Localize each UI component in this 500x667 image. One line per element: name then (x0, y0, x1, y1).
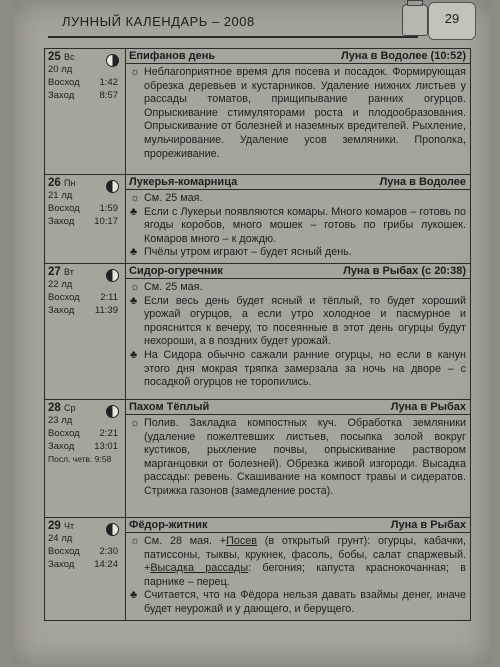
advice-paragraph: ☼ См. 25 мая. (130, 280, 203, 293)
moon-quarter-note: Посл. четв. 9:58 (48, 453, 112, 464)
day-date: 28 (48, 401, 61, 414)
lunar-day: 22 лд (48, 278, 73, 290)
saint-day-name: Лукерья-комарница (129, 176, 238, 188)
moon-sign: Луна в Водолее (379, 176, 466, 188)
lunar-day: 20 лд (48, 64, 73, 75)
saint-day-name: Епифанов день (129, 50, 216, 62)
page-header (48, 10, 418, 38)
moonset-label: Заход (48, 440, 75, 452)
moonrise-label: Восход (48, 77, 80, 88)
moon-sign: Луна в Рыбах (с 20:38) (343, 264, 466, 277)
moon-phase-icon (106, 405, 119, 418)
day-content (126, 517, 471, 620)
advice-paragraph: ☼ Неблагоприятное время для посева и посадок. Формирующая обрезка деревьев и кустарников. Удаление нижних листьев у рассады томатов, прищипывание ранних огурцов. Опрыскивание стимуляторами роста и плодообразования. Опрыскивание от болезней и наземных вредителей. Рыхление, мульчирование. Удаление усов земляники. Прополка, прореживание. (130, 66, 466, 160)
day-weekday: Вс (64, 52, 75, 62)
day-info (45, 399, 126, 517)
sowing-link: Посев (226, 534, 257, 547)
page-number-box (428, 2, 476, 40)
saint-day-name: Пахом Тёплый (129, 400, 210, 413)
lunar-day: 23 лд (48, 414, 73, 426)
page-number: 29 (444, 11, 460, 26)
jar-icon (402, 4, 428, 36)
lunar-day: 21 лд (48, 190, 73, 201)
day-date: 25 (48, 51, 61, 63)
day-row (45, 263, 471, 399)
day-weekday: Вт (64, 266, 74, 277)
moonset-label: Заход (48, 304, 75, 316)
moonrise-label: Восход (48, 291, 80, 303)
day-info (45, 175, 126, 264)
day-row (45, 49, 471, 175)
folk-sign-paragraph: ♣ Пчёлы утром играют – будет ясный день. (130, 246, 352, 259)
plant-icon: ♣ (130, 294, 138, 307)
plant-icon: ♣ (130, 246, 138, 259)
day-content (126, 175, 471, 264)
seedling-planting-link: Высадка рассады (150, 562, 249, 575)
day-weekday: Чт (64, 520, 75, 531)
day-date: 26 (48, 177, 61, 189)
moonset-label: Заход (48, 558, 75, 570)
sun-icon: ☼ (130, 192, 141, 204)
lunar-day: 24 лд (48, 532, 73, 544)
moonrise-label: Восход (48, 427, 80, 439)
moonrise-time: 1:59 (99, 203, 118, 214)
folk-sign-paragraph: ♣ Если с Лукерьи появляются комары. Много комаров – готовь по ягоды коробов, много мошек – готовь по грибы лукошек. Комаров много – к дождю. (130, 205, 466, 245)
moonrise-label: Восход (48, 203, 80, 214)
day-content (126, 263, 471, 399)
moonrise-time: 2:21 (99, 427, 118, 439)
advice-paragraph: ☼ См. 28 мая. +Посев (в открытый грунт): огурцы, кабачки, патиссоны, тыквы, крукнек, фасоль, бобы, салат спаржевый. +Высадка рассады: бегония; капуста краснокочанная; в парнике – перец. (130, 534, 466, 588)
day-row (45, 517, 471, 620)
day-content (126, 399, 471, 517)
folk-sign-paragraph: ♣ Считается, что на Фёдора нельзя давать взаймы денег, иначе будет неурожай и у дающего, и берущего. (130, 589, 466, 615)
sun-icon: ☼ (130, 280, 141, 293)
moonset-label: Заход (48, 216, 75, 227)
folk-sign-paragraph: ♣ Если весь день будет ясный и тёплый, то будет хороший урожай огурцов, а если утро холодное и пасмурное и прояснится к вечеру, то посеянные в этот день огурцы будут нехороши, а в поздних будет урожай. (130, 294, 466, 348)
moonset-label: Заход (48, 90, 75, 101)
day-info (45, 49, 126, 175)
sun-icon: ☼ (130, 416, 141, 429)
moonset-time: 10:17 (94, 216, 118, 227)
folk-sign-paragraph: ♣ На Сидора обычно сажали ранние огурцы, но если в канун этого дня мокрая тряпка замерзала за ночь на дворе – с посадкой огурцов не торопились. (130, 348, 466, 389)
moon-phase-icon (106, 523, 119, 536)
advice-paragraph: ☼ Полив. Закладка компостных куч. Обработка земляники (удаление пожелтевших листьев, посыпка золой вокруг кустиков, рыхление почвы, опрыскивание раствором марганцовки от болезней). Обрезка живой изгороди. Высадка рассады: ревень. Скашивание на компост травы и сидератов. Стрижка газонов (замедление роста). (130, 416, 466, 497)
moonset-time: 14:24 (94, 558, 118, 570)
day-date: 29 (48, 519, 61, 532)
moon-sign: Луна в Рыбах (390, 400, 466, 413)
sun-icon: ☼ (130, 534, 141, 547)
moon-phase-icon (106, 269, 119, 282)
day-content (126, 49, 471, 175)
day-date: 27 (48, 265, 61, 278)
plant-icon: ♣ (130, 348, 138, 361)
moonrise-time: 1:42 (99, 77, 118, 88)
moon-phase-icon (106, 180, 119, 193)
moonset-time: 11:39 (94, 304, 118, 316)
plant-icon: ♣ (130, 589, 138, 602)
day-row (45, 175, 471, 264)
moonrise-time: 2:11 (100, 291, 118, 303)
running-title: ЛУННЫЙ КАЛЕНДАРЬ – 2008 (62, 14, 255, 29)
sun-icon: ☼ (130, 66, 141, 78)
day-info (45, 263, 126, 399)
moonset-time: 13:01 (94, 440, 118, 452)
moon-phase-icon (106, 54, 119, 67)
advice-paragraph: ☼ См. 25 мая. (130, 192, 203, 204)
day-weekday: Ср (64, 402, 76, 413)
moonset-time: 8:57 (99, 90, 118, 101)
moon-sign: Луна в Рыбах (390, 518, 466, 531)
moonrise-time: 2:30 (99, 545, 118, 557)
moon-sign: Луна в Водолее (10:52) (340, 50, 466, 62)
day-weekday: Пн (64, 178, 76, 188)
calendar-table (44, 48, 471, 621)
plant-icon: ♣ (130, 205, 138, 218)
moonrise-label: Восход (48, 545, 80, 557)
day-row (45, 399, 471, 517)
day-info (45, 517, 126, 620)
saint-day-name: Сидор-огуречник (129, 264, 223, 277)
saint-day-name: Фёдор-житник (129, 518, 208, 531)
